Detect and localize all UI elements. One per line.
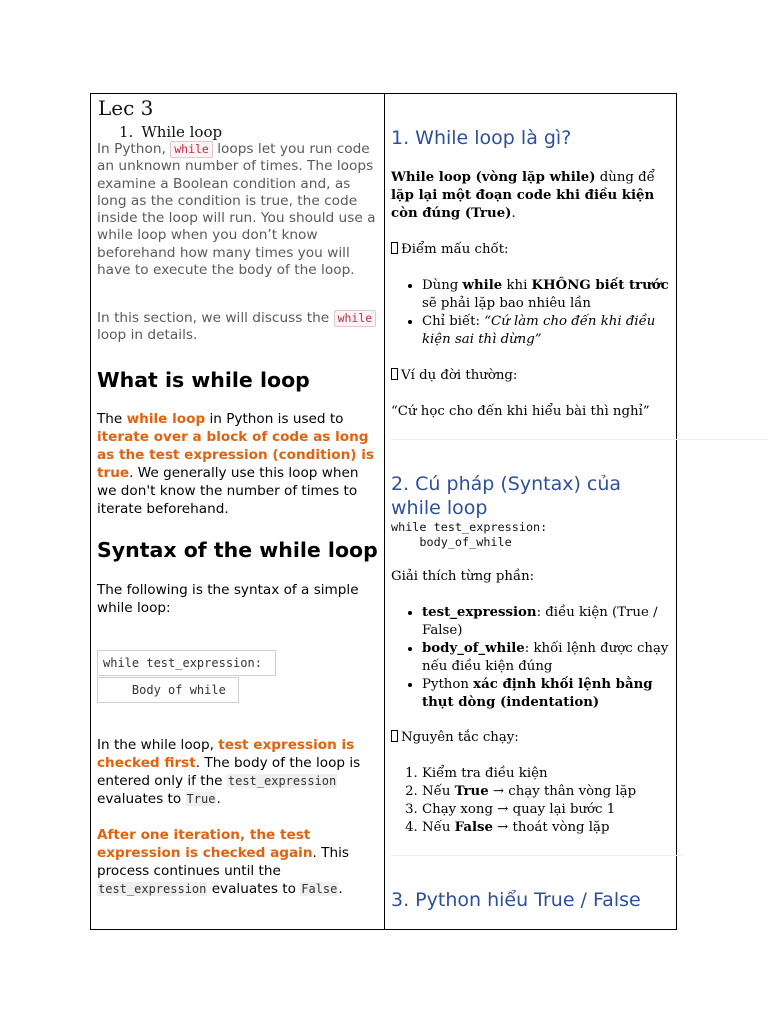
text: Dùng [422,278,463,293]
iteration-paragraph [97,827,378,899]
subheading-text: While loop [141,123,223,141]
intro-text-1: In Python, [97,141,171,157]
text: . [511,206,516,221]
list-item [422,765,669,783]
text: . [216,790,221,807]
section-text-1: In this section, we will discuss the [97,310,334,326]
section-paragraph [97,310,378,345]
bold-text: While loop (vòng lặp while) [391,170,596,185]
text: The [97,411,127,427]
rule-list [377,765,669,837]
explain-label: Giải thích từng phần: [391,569,535,584]
text: . This process continues until the [97,844,349,879]
text: : khối lệnh được chạy nếu điều kiện đúng [422,641,669,674]
lecture-title: Lec 3 [98,96,154,120]
text: . We generally use this loop when we don't know the number of times to iterate beforehand. [97,464,359,517]
heading-2: 2. Cú pháp (Syntax) của while loop [391,473,622,519]
section-separator [391,439,768,440]
test-expression-paragraph [97,737,378,809]
highlight: iterate over a block of code as long as the test expression (condition) is true [97,428,374,481]
inline-code: True [186,791,216,806]
heading-3: 3. Python hiểu True / False [391,889,641,911]
text: dùng để [595,170,655,185]
what-is-while-heading: What is while loop [97,368,310,392]
text: evaluates to [97,790,186,807]
section-separator [391,855,681,856]
what-paragraph [97,411,378,518]
list-item [422,801,669,819]
subheading-while-loop [119,123,222,141]
subheading-number: 1. [119,123,134,141]
bold-text: lặp lại một đoạn code khi điều kiện còn đúng (True) [391,188,655,221]
text: evaluates to [207,880,301,897]
while-keyword-chip: while [334,310,377,327]
heading-1: 1. While loop là gì? [391,127,572,149]
text: → thoát vòng lặp [492,820,610,835]
explain-list [377,604,669,712]
code-line-2: Body of while [97,677,239,703]
list-item [422,277,669,313]
list-item [422,604,669,640]
bold-text: False [454,820,493,835]
list-item [422,676,669,712]
text: Chỉ biết: [422,314,485,329]
intro-paragraph [97,141,378,279]
text: . [338,880,343,897]
inline-code: test_expression [98,881,207,896]
text: khi [502,278,532,293]
bold-text: True [454,784,489,799]
list-item [422,640,669,676]
code-line-1: while test_expression: [97,650,276,676]
while-keyword-chip: while [170,141,213,158]
bold-text: xác định khối lệnh bằng thụt dòng (indentation) [422,677,653,710]
highlight: test expression is checked first [97,737,355,771]
text: in Python is used to [205,411,344,427]
text: Python [422,677,474,692]
syntax-code-line-2: body_of_while [391,535,512,549]
example-label [391,367,517,385]
text: In the while loop, [97,737,219,753]
text: → chạy thân vòng lặp [488,784,637,799]
inline-code: test_expression [227,773,337,788]
bold-text: test_expression [422,605,537,620]
bold-text: KHÔNG biết trước [531,278,669,293]
bold-text: body_of_while [422,641,525,656]
inline-code: False [301,881,338,896]
placeholder-glyph-icon [391,730,398,742]
text: Nếu [422,784,455,799]
text: sẽ phải lặp bao nhiêu lần [422,296,591,311]
highlight: After one iteration, the test expression is checked again [97,827,313,861]
text: : điều kiện (True / False) [422,605,658,638]
intro-text-2: loops let you run code an unknown number of times. The loops examine a Boolean condition and, as long as the condition is true, the code inside the loop will run. You should use a while loop when you don’t know beforehand how many times you will have to execute the body of the loop. [97,141,376,279]
syntax-code-line-1: while test_expression: [391,520,548,534]
syntax-intro: The following is the syntax of a simple while loop: [97,582,359,616]
placeholder-glyph-icon [391,242,398,254]
content-table [90,93,677,930]
highlight: while loop [126,411,206,427]
italic-text: “Cứ làm cho đến khi điều kiện sai thì dừng” [422,314,656,347]
key-point-label [391,241,509,259]
text: . The body of the loop is entered only if the [97,754,361,789]
text: Chạy xong → quay lại bước 1 [422,802,616,817]
rule-label [391,729,519,747]
list-item [422,819,669,837]
bold-text: while [462,278,503,293]
example-text: “Cứ học cho đến khi hiểu bài thì nghỉ” [391,404,650,419]
list-item [422,313,669,349]
label-text: Nguyên tắc chạy: [401,730,519,745]
syntax-heading: Syntax of the while loop [97,538,378,562]
section-text-2: loop in details. [97,327,198,344]
text: Kiểm tra điều kiện [422,766,548,781]
definition-paragraph [391,169,669,223]
label-text: Điểm mấu chốt: [401,242,509,257]
text: Nếu [422,820,455,835]
key-points-list [377,277,669,349]
list-item [422,783,669,801]
label-text: Ví dụ đời thường: [401,368,518,383]
placeholder-glyph-icon [391,368,398,380]
